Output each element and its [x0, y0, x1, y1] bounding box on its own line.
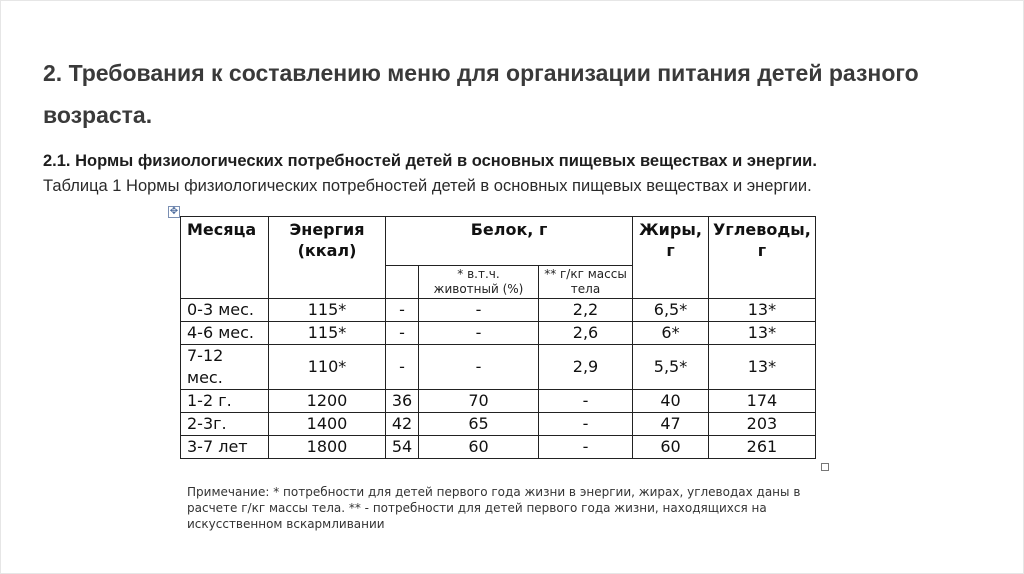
header-carbs: Углеводы, г [709, 217, 816, 299]
header-month: Месяца [181, 217, 269, 299]
cell-age: 7-12 мес. [181, 345, 269, 390]
cell-age: 3-7 лет [181, 436, 269, 459]
section-subtitle: 2.1. Нормы физиологических потребностей детей в основных пищевых веществах и энергии. [43, 152, 817, 170]
header-energy: Энергия (ккал) [269, 217, 386, 299]
cell-per-kg: 2,6 [539, 322, 633, 345]
table-row [181, 436, 816, 459]
table-note: Примечание: * потребности для детей первого года жизни в энергии, жирах, углеводах даны в расчете г/кг массы тела. ** - потребности для детей первого года жизни, находящихся на искусственном вскармливании [187, 485, 801, 531]
cell-fat: 40 [633, 390, 709, 413]
cell-total: 42 [386, 413, 419, 436]
cell-carbs: 13* [709, 322, 816, 345]
cell-carbs: 174 [709, 390, 816, 413]
cell-carbs: 203 [709, 413, 816, 436]
table-row [181, 390, 816, 413]
cell-energy: 1800 [269, 436, 386, 459]
cell-energy: 1400 [269, 413, 386, 436]
table-row [181, 299, 816, 322]
cell-fat: 47 [633, 413, 709, 436]
cell-total: - [386, 299, 419, 322]
table-row [181, 345, 816, 390]
cell-total: 36 [386, 390, 419, 413]
table-body [181, 299, 816, 459]
nutrition-norms-table [180, 216, 816, 459]
cell-fat: 6* [633, 322, 709, 345]
table-row [181, 413, 816, 436]
cell-carbs: 261 [709, 436, 816, 459]
cell-fat: 6,5* [633, 299, 709, 322]
cell-total: - [386, 345, 419, 390]
cell-energy: 1200 [269, 390, 386, 413]
table-row [181, 322, 816, 345]
cell-energy: 115* [269, 322, 386, 345]
cell-animal: - [419, 345, 539, 390]
cell-fat: 5,5* [633, 345, 709, 390]
cell-total: - [386, 322, 419, 345]
cell-age: 4-6 мес. [181, 322, 269, 345]
header-protein-per-kg: ** г/кг массы тела [539, 266, 633, 299]
cell-fat: 60 [633, 436, 709, 459]
header-protein: Белок, г [386, 217, 633, 266]
cell-per-kg: 2,9 [539, 345, 633, 390]
page-title: 2. Требования к составлению меню для организации питания детей разного возраста. [43, 60, 919, 128]
move-icon[interactable]: ✥ [169, 206, 179, 217]
table-header-row [181, 217, 816, 266]
cell-age: 0-3 мес. [181, 299, 269, 322]
cell-per-kg: - [539, 413, 633, 436]
cell-energy: 110* [269, 345, 386, 390]
cell-animal: 70 [419, 390, 539, 413]
cell-age: 2-3г. [181, 413, 269, 436]
header-fat: Жиры, г [633, 217, 709, 299]
cell-animal: - [419, 322, 539, 345]
cell-total: 54 [386, 436, 419, 459]
cell-per-kg: - [539, 390, 633, 413]
header-protein-animal: * в.т.ч. животный (%) [419, 266, 539, 299]
table-caption: Таблица 1 Нормы физиологических потребностей детей в основных пищевых веществах и энергии. [43, 177, 812, 195]
cell-carbs: 13* [709, 345, 816, 390]
cell-carbs: 13* [709, 299, 816, 322]
resize-handle[interactable] [821, 463, 829, 471]
cell-per-kg: - [539, 436, 633, 459]
header-protein-total [386, 266, 419, 299]
cell-energy: 115* [269, 299, 386, 322]
cell-animal: 60 [419, 436, 539, 459]
cell-age: 1-2 г. [181, 390, 269, 413]
cell-per-kg: 2,2 [539, 299, 633, 322]
cell-animal: - [419, 299, 539, 322]
cell-animal: 65 [419, 413, 539, 436]
